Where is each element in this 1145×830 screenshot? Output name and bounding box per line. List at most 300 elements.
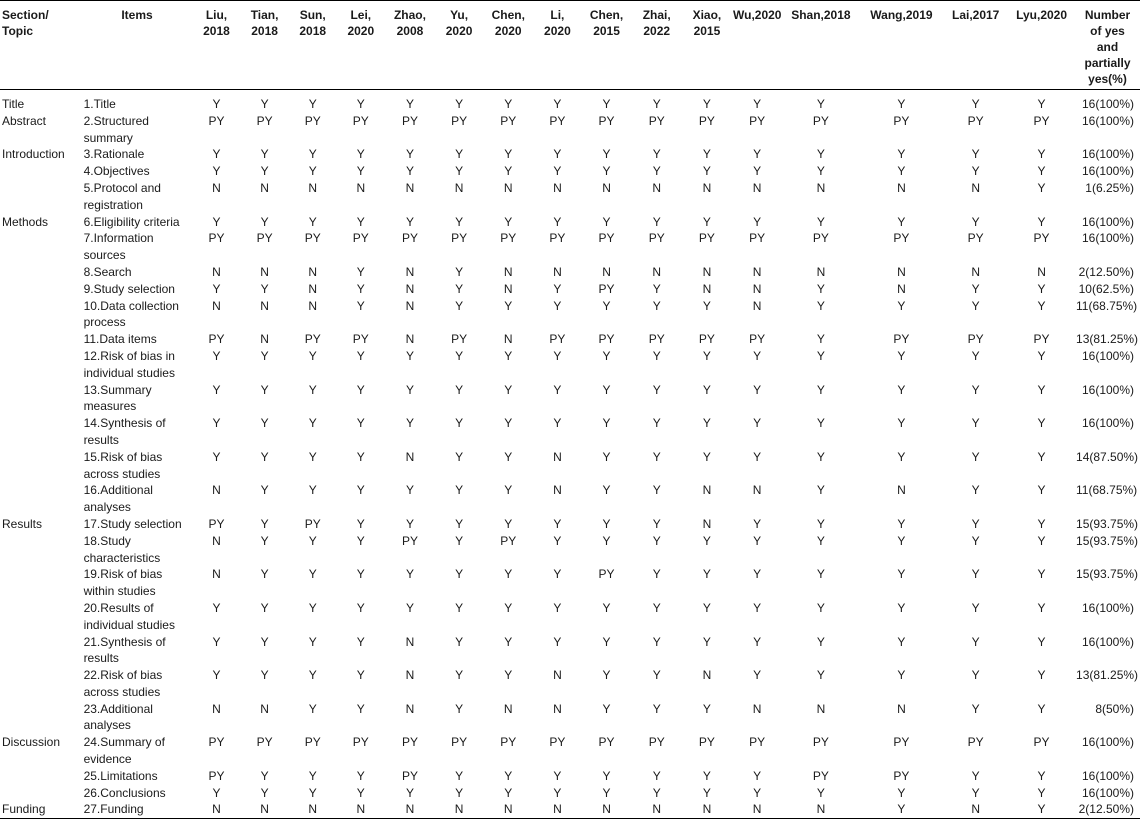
rating-cell: Y [260, 516, 269, 531]
rating-cell: Y [816, 668, 825, 683]
rating-cell: N [816, 264, 826, 279]
rating-cell: N [405, 802, 415, 817]
rating-cell: Y [753, 600, 762, 615]
rating-cell: N [503, 701, 513, 716]
section-cell [0, 382, 82, 416]
rating-cell: Y [702, 416, 711, 431]
rating-cell: Y [816, 298, 825, 313]
rating-cell: Y [1037, 600, 1046, 615]
rating-cell: PY [598, 113, 615, 128]
rating-cell: Y [971, 516, 980, 531]
table-row [0, 146, 1140, 163]
rating-cell: Y [652, 567, 661, 582]
rating-cell: Y [602, 600, 611, 615]
rating-cell: Y [553, 164, 562, 179]
rating-cell: Y [753, 416, 762, 431]
rating-cell: PY [698, 113, 715, 128]
rating-cell: PY [352, 735, 369, 750]
rating-cell: Y [971, 701, 980, 716]
rating-cell: PY [749, 231, 766, 246]
rating-cell: Y [816, 281, 825, 296]
rating-cell: Y [260, 281, 269, 296]
rating-cell: Y [260, 97, 269, 111]
rating-cell: N [405, 668, 415, 683]
rating-cell: Y [455, 348, 464, 363]
rating-cell: Y [652, 416, 661, 431]
rating-cell: N [897, 701, 906, 716]
rating-cell: N [752, 298, 762, 313]
table-row [0, 113, 1140, 147]
rating-cell: Y [753, 634, 762, 649]
rating-cell: Y [602, 97, 611, 111]
rating-cell: PY [500, 533, 517, 548]
rating-cell: Y [1037, 449, 1046, 464]
rating-cell: Y [504, 298, 513, 313]
table-row [0, 533, 1140, 567]
rating-cell: N [752, 701, 762, 716]
rating-cell: Y [405, 214, 414, 229]
rating-cell: Y [1037, 214, 1046, 229]
rating-cell: PY [1033, 231, 1050, 246]
count-cell: 1(6.25%) [1085, 180, 1134, 195]
rating-cell: Y [971, 382, 980, 397]
rating-cell: Y [753, 516, 762, 531]
rating-cell: N [702, 281, 712, 296]
section-cell [0, 634, 82, 668]
count-cell: 14(87.50%) [1076, 449, 1139, 464]
header-study: Lyu,2020 [1016, 8, 1068, 22]
rating-cell: PY [401, 113, 418, 128]
table-row [0, 734, 1140, 768]
section-cell: Funding [2, 802, 46, 817]
rating-cell: Y [652, 634, 661, 649]
rating-cell: PY [698, 332, 715, 347]
section-cell [0, 701, 82, 735]
rating-cell: Y [602, 214, 611, 229]
rating-cell: N [602, 802, 611, 817]
item-cell: 20.Results of individual studies [83, 600, 175, 632]
rating-cell: Y [260, 668, 269, 683]
rating-cell: N [602, 264, 611, 279]
rating-cell: Y [455, 264, 464, 279]
rating-cell: PY [698, 231, 715, 246]
rating-cell: N [752, 281, 762, 296]
rating-cell: N [308, 298, 318, 313]
item-cell: 16.Additional analyses [83, 483, 153, 515]
item-cell: 17.Study selection [83, 516, 182, 531]
rating-cell: Y [1037, 634, 1046, 649]
rating-cell: PY [256, 231, 273, 246]
rating-cell: N [260, 180, 269, 195]
header-study: Zhai, 2022 [642, 8, 671, 38]
rating-cell: Y [1037, 802, 1046, 817]
count-cell: 10(62.5%) [1078, 281, 1134, 296]
rating-cell: PY [967, 735, 984, 750]
rating-cell: PY [967, 231, 984, 246]
item-cell: 15.Risk of bias across studies [83, 449, 163, 481]
rating-cell: N [897, 483, 906, 498]
rating-cell: Y [212, 382, 221, 397]
rating-cell: Y [1037, 382, 1046, 397]
rating-cell: N [405, 449, 415, 464]
rating-cell: Y [652, 449, 661, 464]
count-cell: 13(81.25%) [1076, 332, 1139, 347]
rating-cell: Y [971, 97, 980, 111]
rating-cell: Y [308, 567, 317, 582]
rating-cell: Y [602, 298, 611, 313]
rating-cell: Y [504, 164, 513, 179]
header-study: Lai,2017 [951, 8, 1000, 22]
rating-cell: Y [1037, 668, 1046, 683]
rating-cell: Y [971, 147, 980, 162]
rating-cell: Y [602, 668, 611, 683]
rating-cell: Y [455, 416, 464, 431]
count-cell: 16(100%) [1081, 214, 1134, 229]
header-study: Tian, 2018 [250, 8, 279, 38]
rating-cell: N [702, 264, 712, 279]
rating-cell: Y [971, 785, 980, 800]
rating-cell: Y [455, 600, 464, 615]
table-row [0, 449, 1140, 483]
rating-cell: Y [504, 147, 513, 162]
rating-cell: Y [971, 298, 980, 313]
rating-cell: Y [260, 634, 269, 649]
section-cell [0, 533, 82, 567]
rating-cell: N [405, 298, 415, 313]
rating-cell: Y [702, 634, 711, 649]
rating-cell: Y [405, 516, 414, 531]
rating-cell: PY [208, 231, 225, 246]
item-cell: 24.Summary of evidence [83, 735, 165, 767]
rating-cell: Y [652, 516, 661, 531]
header-study: Yu, 2020 [445, 8, 473, 38]
rating-cell: Y [753, 785, 762, 800]
rating-cell: Y [897, 416, 906, 431]
rating-cell: Y [702, 214, 711, 229]
header-row [0, 1, 1140, 90]
item-cell: 14.Synthesis of results [83, 416, 166, 447]
rating-cell: Y [816, 97, 825, 111]
rating-cell: Y [602, 382, 611, 397]
table-row [0, 516, 1140, 533]
rating-cell: Y [816, 332, 825, 347]
rating-cell: Y [652, 768, 661, 783]
header-study: Sun, 2018 [299, 8, 327, 38]
rating-cell: PY [401, 735, 418, 750]
rating-cell: Y [602, 768, 611, 783]
rating-cell: N [702, 668, 712, 683]
rating-cell: Y [897, 298, 906, 313]
rating-cell: N [356, 802, 366, 817]
rating-cell: N [212, 802, 221, 817]
rating-cell: Y [702, 785, 711, 800]
rating-cell: PY [304, 332, 321, 347]
rating-cell: PY [208, 332, 225, 347]
rating-cell: Y [652, 214, 661, 229]
rating-cell: Y [405, 567, 414, 582]
rating-cell: Y [1037, 567, 1046, 582]
rating-cell: Y [971, 768, 980, 783]
rating-cell: Y [1037, 516, 1046, 531]
rating-cell: N [260, 332, 269, 347]
rating-cell: N [752, 483, 762, 498]
header-study: Chen, 2015 [589, 8, 624, 38]
section-cell [0, 566, 82, 600]
rating-cell: Y [455, 449, 464, 464]
table-row [0, 298, 1140, 332]
table-row [0, 230, 1140, 264]
rating-cell: Y [1037, 768, 1046, 783]
section-cell [0, 482, 82, 516]
rating-cell: PY [812, 768, 829, 783]
rating-cell: Y [356, 449, 365, 464]
rating-cell: PY [500, 231, 517, 246]
rating-cell: Y [356, 264, 365, 279]
rating-cell: N [816, 180, 826, 195]
rating-cell: Y [971, 214, 980, 229]
rating-cell: Y [455, 483, 464, 498]
rating-cell: PY [1033, 735, 1050, 750]
rating-cell: Y [897, 449, 906, 464]
rating-cell: PY [749, 113, 766, 128]
rating-cell: PY [1033, 113, 1050, 128]
rating-cell: N [816, 701, 826, 716]
count-cell: 16(100%) [1081, 785, 1134, 800]
rating-cell: N [652, 264, 662, 279]
count-cell: 16(100%) [1081, 634, 1134, 649]
item-cell: 11.Data items [83, 332, 157, 347]
rating-cell: Y [260, 214, 269, 229]
rating-cell: Y [897, 802, 906, 817]
rating-cell: PY [401, 231, 418, 246]
section-cell [0, 449, 82, 483]
item-cell: 1.Title [83, 97, 116, 111]
rating-cell: Y [971, 600, 980, 615]
rating-cell: Y [602, 701, 611, 716]
rating-cell: Y [308, 668, 317, 683]
section-cell [0, 667, 82, 701]
rating-cell: Y [897, 567, 906, 582]
header-study: Chen, 2020 [491, 8, 525, 38]
rating-cell: N [212, 483, 221, 498]
rating-cell: N [752, 180, 762, 195]
rating-cell: PY [208, 735, 225, 750]
section-cell: Methods [2, 214, 49, 229]
rating-cell: Y [753, 668, 762, 683]
rating-cell: N [405, 264, 415, 279]
rating-cell: Y [356, 214, 365, 229]
rating-cell: Y [602, 634, 611, 649]
table-row [0, 701, 1140, 735]
rating-cell: Y [405, 164, 414, 179]
count-cell: 16(100%) [1081, 147, 1134, 162]
rating-cell: N [752, 802, 762, 817]
rating-cell: Y [1037, 348, 1046, 363]
rating-cell: N [260, 701, 269, 716]
rating-cell: Y [504, 516, 513, 531]
rating-cell: PY [304, 231, 321, 246]
rating-cell: Y [405, 382, 414, 397]
rating-cell: Y [753, 97, 762, 111]
rating-cell: Y [504, 785, 513, 800]
rating-cell: PY [893, 332, 910, 347]
rating-cell: Y [308, 600, 317, 615]
rating-cell: Y [356, 668, 365, 683]
item-cell: 9.Study selection [83, 281, 175, 296]
count-cell: 15(93.75%) [1076, 516, 1139, 531]
count-cell: 2(12.50%) [1078, 264, 1134, 279]
rating-cell: Y [356, 348, 365, 363]
rating-cell: Y [308, 768, 317, 783]
section-cell [0, 331, 82, 348]
rating-cell: Y [260, 567, 269, 582]
rating-cell: Y [455, 701, 464, 716]
rating-cell: Y [652, 147, 661, 162]
rating-cell: Y [652, 600, 661, 615]
table-row [0, 163, 1140, 180]
rating-cell: Y [1037, 281, 1046, 296]
rating-cell: Y [260, 785, 269, 800]
rating-cell: PY [812, 113, 829, 128]
count-cell: 16(100%) [1081, 382, 1134, 397]
item-cell: 22.Risk of bias across studies [83, 668, 163, 699]
rating-cell: Y [652, 382, 661, 397]
rating-cell: Y [356, 533, 365, 548]
rating-cell: Y [652, 298, 661, 313]
rating-cell: PY [208, 516, 225, 531]
table-row [0, 566, 1140, 600]
rating-cell: Y [897, 382, 906, 397]
rating-cell: Y [602, 483, 611, 498]
rating-cell: Y [308, 634, 317, 649]
rating-cell: Y [356, 634, 365, 649]
header-study: Shan,2018 [791, 8, 851, 22]
rating-cell: N [405, 701, 415, 716]
rating-cell: Y [971, 164, 980, 179]
header-count: Number of yes and partially yes(%) [1084, 8, 1131, 86]
rating-cell: Y [356, 416, 365, 431]
rating-cell: Y [504, 214, 513, 229]
rating-cell: Y [652, 97, 661, 111]
header-study: Wang,2019 [870, 8, 933, 22]
rating-cell: Y [308, 348, 317, 363]
count-cell: 16(100%) [1081, 600, 1134, 615]
count-cell: 16(100%) [1081, 164, 1134, 179]
item-cell: 8.Search [83, 264, 132, 279]
section-cell: Results [2, 516, 43, 531]
count-cell: 16(100%) [1081, 97, 1134, 111]
rating-cell: Y [897, 214, 906, 229]
item-cell: 3.Rationale [83, 147, 145, 162]
rating-cell: Y [602, 516, 611, 531]
item-cell: 6.Eligibility criteria [83, 214, 180, 229]
rating-cell: Y [702, 567, 711, 582]
rating-cell: N [405, 180, 415, 195]
rating-cell: Y [455, 214, 464, 229]
table-row [0, 801, 1140, 818]
rating-cell: Y [504, 668, 513, 683]
rating-cell: Y [702, 701, 711, 716]
rating-cell: N [971, 264, 980, 279]
rating-cell: Y [897, 147, 906, 162]
rating-cell: N [553, 701, 562, 716]
rating-cell: PY [549, 231, 566, 246]
rating-cell: Y [897, 785, 906, 800]
count-cell: 16(100%) [1081, 113, 1134, 128]
item-cell: 4.Objectives [83, 164, 150, 179]
rating-cell: Y [753, 533, 762, 548]
rating-cell: Y [455, 298, 464, 313]
rating-cell: Y [1037, 180, 1046, 195]
rating-cell: Y [212, 785, 221, 800]
header-study: Xiao, 2015 [692, 8, 722, 38]
rating-cell: N [652, 802, 662, 817]
rating-cell: PY [304, 735, 321, 750]
rating-cell: Y [702, 533, 711, 548]
section-cell [0, 230, 82, 264]
rating-cell: Y [652, 164, 661, 179]
rating-cell: Y [553, 785, 562, 800]
item-cell: 25.Limitations [83, 768, 158, 783]
rating-cell: Y [504, 348, 513, 363]
rating-cell: Y [816, 567, 825, 582]
header-study: Zhao, 2008 [393, 8, 426, 38]
rating-cell: Y [356, 516, 365, 531]
rating-cell: N [602, 180, 611, 195]
rating-cell: N [503, 180, 513, 195]
rating-cell: Y [702, 97, 711, 111]
rating-cell: Y [553, 298, 562, 313]
table-row [0, 667, 1140, 701]
rating-cell: PY [352, 231, 369, 246]
rating-cell: Y [356, 768, 365, 783]
rating-cell: Y [455, 668, 464, 683]
rating-cell: Y [260, 449, 269, 464]
rating-cell: PY [598, 281, 615, 296]
header-study: Wu,2020 [733, 8, 782, 22]
rating-cell: Y [260, 768, 269, 783]
rating-cell: Y [308, 214, 317, 229]
rating-cell: PY [598, 735, 615, 750]
rating-cell: Y [753, 768, 762, 783]
rating-cell: Y [212, 147, 221, 162]
rating-cell: Y [816, 634, 825, 649]
rating-cell: PY [208, 768, 225, 783]
rating-cell: Y [455, 567, 464, 582]
section-cell [0, 180, 82, 214]
item-cell: 19.Risk of bias within studies [83, 567, 163, 599]
rating-cell: PY [967, 332, 984, 347]
count-cell: 8(50%) [1095, 701, 1134, 716]
rating-cell: Y [308, 785, 317, 800]
rating-cell: N [816, 802, 826, 817]
rating-cell: Y [504, 97, 513, 111]
header-items: Items [121, 8, 153, 22]
rating-cell: Y [971, 416, 980, 431]
rating-cell: Y [405, 416, 414, 431]
rating-cell: PY [698, 735, 715, 750]
rating-cell: Y [553, 214, 562, 229]
rating-cell: Y [652, 701, 661, 716]
rating-cell: Y [602, 416, 611, 431]
rating-cell: Y [504, 483, 513, 498]
rating-cell: Y [356, 298, 365, 313]
table-row [0, 785, 1140, 802]
rating-cell: Y [897, 634, 906, 649]
rating-cell: Y [553, 348, 562, 363]
rating-cell: N [212, 264, 221, 279]
rating-cell: Y [212, 634, 221, 649]
